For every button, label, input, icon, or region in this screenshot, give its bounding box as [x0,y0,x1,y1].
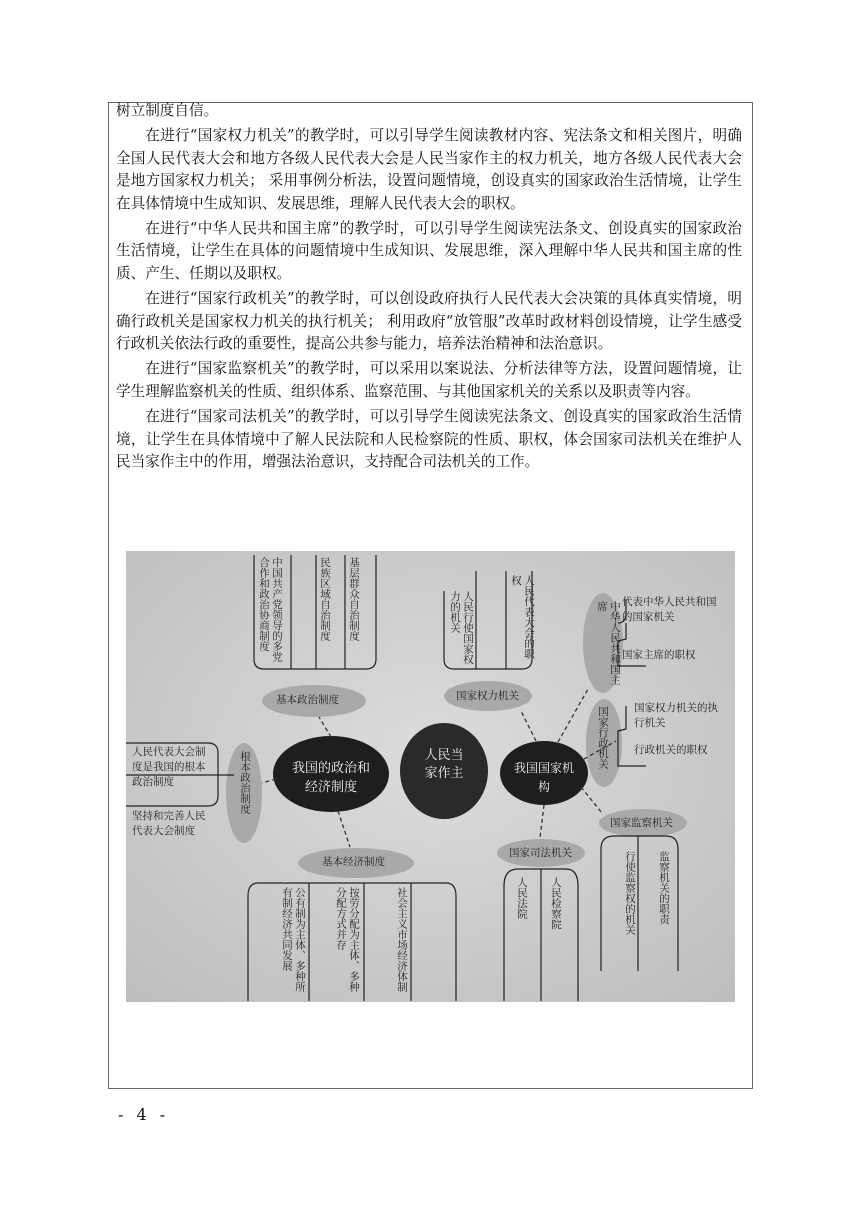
root-political-item-1: 坚持和完善人民代表大会制度 [132,810,206,837]
power-organ-item-0: 人民行使国家权力的机关 [449,591,474,665]
basic-economic-item-1: 按劳分配为主体、多种分配方式并存 [335,887,360,992]
basic-economic-item-0: 公有制为主体、多种所有制经济共同发展 [281,887,306,992]
basic-political-item-1: 民族区域自治制度 [319,557,331,641]
judicial-item-0: 人民法院 [516,877,528,919]
basic-political-item-0: 中国共产党领导的多党合作和政治协商制度 [258,557,283,662]
power-organ-item-1: 人民代表大会的职权 [510,575,535,659]
supervision-title: 国家监察机关 [610,817,673,829]
right-hub-label: 我国国家机构 [514,761,575,794]
document-body [116,100,742,474]
paragraph-3: 在进行“国家行政机关”的教学时，可以创设政府执行人民代表大会决策的具体真实情境，明确行政机关是国家权力机关的执行机关； 利用政府“放管服”改革时政材料创设情境，让学生感受行政机关依法行政的重要性，提高公共参与能力，培养法治精神和法治意识。 [116,290,742,353]
mindmap-photo [126,551,735,1002]
root-political-item-0: 人民代表大会制度是我国的根本政治制度 [132,746,206,788]
page-number: - 4 - [118,1105,170,1124]
admin-organ-title: 国家行政机关 [597,706,609,769]
president-item-1: 国家主席的职权 [622,649,696,661]
center-label: 人民当家作主 [424,748,464,781]
president-item-0: 代表中华人民共和国的国家机关 [622,596,717,623]
paragraph-4: 在进行“国家监察机关”的教学时，可以采用以案说法、分析法律等方法，设置问题情境，让学生理解监察机关的性质、组织体系、监察范围、与其他国家机关的关系以及职责等内容。 [116,360,742,400]
basic-political-item-2: 基层群众自治制度 [348,557,360,641]
supervision-item-1: 行使监察权的机关 [624,851,636,935]
paragraph-2: 在进行“中华人民共和国主席”的教学时，可以引导学生阅读宪法条文、创设真实的国家政治生活情境，让学生在具体的问题情境中生成知识、发展思维，深入理解中华人民共和国主席的性质、产生、任期以及职权。 [116,220,742,282]
paragraph-5: 在进行“国家司法机关”的教学时，可以引导学生阅读宪法条文、创设真实的国家政治生活情境，让学生在具体情境中了解人民法院和人民检察院的性质、职权，体会国家司法机关在维护人民当家作主中的作用，增强法治意识，支持配合司法机关的工作。 [116,408,742,471]
root-political-title: 根本政治制度 [239,751,251,814]
judicial-title: 国家司法机关 [509,847,572,859]
left-hub-label: 我国的政治和经济制度 [291,761,370,795]
basic-economic-title: 基本经济制度 [322,856,385,868]
paragraph-1: 在进行“国家权力机关”的教学时，可以引导学生阅读教材内容、宪法条文和相关图片，明确全国人民代表大会和地方各级人民代表大会是人民当家作主的权力机关，地方各级人民代表大会是地方国家权力机关； 采用事例分析法，设置问题情境，创设真实的国家政治生活情境，让学生在具体情境中生成知识、发展思维，理解人民代表大会的职权。 [116,127,742,212]
judicial-item-1: 人民检察院 [550,877,562,930]
president-title: 中华人民共和国主席 [596,601,621,685]
basic-economic-item-2: 社会主义市场经济体制 [396,887,408,992]
supervision-item-0: 监察机关的职责 [658,851,670,925]
basic-political-title: 基本政治制度 [276,694,339,706]
admin-organ-item-0: 国家权力机关的执行机关 [634,702,718,729]
admin-organ-item-1: 行政机关的职权 [634,744,708,756]
paragraph-0: 树立制度自信。 [116,102,219,119]
power-organ-title: 国家权力机关 [456,690,519,702]
